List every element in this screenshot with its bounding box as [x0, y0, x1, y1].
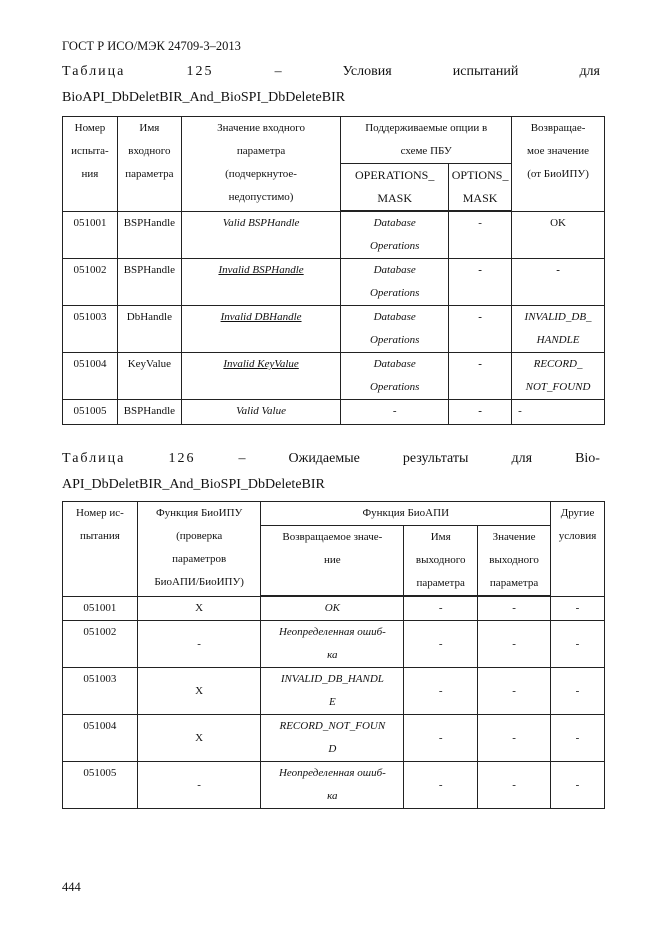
table126-caption-line2: API_DbDeletBIR_And_BioSPI_DbDeleteBIR	[62, 477, 325, 492]
caption-word: –	[274, 64, 282, 79]
header-supported-options: Поддерживаемые опции в схеме ПБУ	[341, 117, 512, 164]
cell-value: Invalid BSPHandle	[181, 259, 340, 306]
table125-caption-line2: BioAPI_DbDeletBIR_And_BioSPI_DbDeleteBIR	[62, 90, 346, 105]
header-api-function: Функция БиоАПИ	[261, 502, 551, 526]
cell-number: 051005	[63, 400, 118, 425]
table-header-row	[63, 117, 605, 164]
cell-value: Invalid DBHandle	[181, 306, 340, 353]
cell-other: -	[551, 668, 605, 715]
header-param-name: Имя входного параметра	[117, 117, 181, 212]
cell-return: Неопределенная ошиб- ка	[261, 762, 404, 809]
caption-word: для	[511, 451, 533, 466]
document-header: ГОСТ Р ИСО/МЭК 24709-3–2013	[62, 39, 241, 53]
table-125	[62, 116, 605, 425]
table-row	[63, 306, 605, 353]
cell-out-value: -	[478, 596, 551, 621]
cell-other: -	[551, 715, 605, 762]
cell-param: BSPHandle	[117, 259, 181, 306]
cell-return: OK	[261, 596, 404, 621]
cell-opt-mask: -	[449, 353, 512, 400]
cell-param: BSPHandle	[117, 211, 181, 259]
table-row	[63, 353, 605, 400]
table-126	[62, 501, 605, 809]
cell-opt-mask: -	[449, 259, 512, 306]
cell-bsp: X	[137, 596, 261, 621]
caption-word: Bio-	[575, 451, 600, 466]
caption-word: Таблица	[62, 64, 126, 79]
cell-opt-mask: -	[449, 400, 512, 425]
cell-bsp: -	[137, 621, 261, 668]
header-input-value: Значение входного параметра (подчеркнутое- недопустимо)	[181, 117, 340, 212]
cell-param: KeyValue	[117, 353, 181, 400]
cell-op-mask: Database Operations	[341, 353, 449, 400]
cell-value: Valid BSPHandle	[181, 211, 340, 259]
cell-number: 051002	[63, 621, 138, 668]
cell-other: -	[551, 621, 605, 668]
cell-returned: -	[512, 400, 605, 425]
cell-op-mask: Database Operations	[341, 306, 449, 353]
cell-number: 051004	[63, 353, 118, 400]
caption-word: Таблица	[62, 451, 126, 466]
table-row	[63, 715, 605, 762]
cell-param: DbHandle	[117, 306, 181, 353]
cell-number: 051002	[63, 259, 118, 306]
cell-out-name: -	[404, 668, 478, 715]
cell-return: Неопределенная ошиб- ка	[261, 621, 404, 668]
header-return-value: Возвращаемое значе- ние	[261, 526, 404, 597]
caption-word: результаты	[402, 451, 469, 466]
caption-word: Условия	[342, 64, 392, 79]
cell-number: 051004	[63, 715, 138, 762]
header-output-name: Имя выходного параметра	[404, 526, 478, 597]
cell-returned: -	[512, 259, 605, 306]
caption-word: для	[579, 64, 600, 79]
header-operations-mask: OPERATIONS_ MASK	[341, 164, 449, 212]
cell-param: BSPHandle	[117, 400, 181, 425]
table-row	[63, 596, 605, 621]
cell-returned: OK	[512, 211, 605, 259]
header-number: Номер испыта- ния	[63, 117, 118, 212]
cell-number: 051001	[63, 211, 118, 259]
header-bsp-function: Функция БиоИПУ (проверка параметров БиоАПИ/БиоИПУ)	[137, 502, 261, 597]
table-header-row	[63, 502, 605, 526]
page-number: 444	[62, 880, 81, 894]
header-output-value: Значение выходного параметра	[478, 526, 551, 597]
table126-caption-line1	[62, 451, 600, 467]
cell-other: -	[551, 596, 605, 621]
cell-out-value: -	[478, 668, 551, 715]
cell-out-name: -	[404, 762, 478, 809]
table-row	[63, 762, 605, 809]
cell-out-name: -	[404, 715, 478, 762]
cell-out-name: -	[404, 596, 478, 621]
cell-op-mask: Database Operations	[341, 259, 449, 306]
header-number: Номер ис- пытания	[63, 502, 138, 597]
cell-out-value: -	[478, 715, 551, 762]
cell-opt-mask: -	[449, 306, 512, 353]
cell-number: 051003	[63, 306, 118, 353]
cell-number: 051001	[63, 596, 138, 621]
caption-word: испытаний	[452, 64, 519, 79]
cell-returned: INVALID_DB_ HANDLE	[512, 306, 605, 353]
table-row	[63, 621, 605, 668]
table-row	[63, 400, 605, 425]
cell-other: -	[551, 762, 605, 809]
cell-value: Valid Value	[181, 400, 340, 425]
cell-op-mask: Database Operations	[341, 211, 449, 259]
caption-word: 126	[168, 451, 196, 466]
caption-word: 125	[186, 64, 214, 79]
cell-return: INVALID_DB_HANDL E	[261, 668, 404, 715]
cell-number: 051005	[63, 762, 138, 809]
cell-number: 051003	[63, 668, 138, 715]
cell-opt-mask: -	[449, 211, 512, 259]
cell-return: RECORD_NOT_FOUN D	[261, 715, 404, 762]
header-other-conditions: Другие условия	[551, 502, 605, 597]
cell-out-value: -	[478, 621, 551, 668]
table-row	[63, 668, 605, 715]
cell-bsp: X	[137, 668, 261, 715]
table-row	[63, 259, 605, 306]
cell-bsp: -	[137, 762, 261, 809]
cell-returned: RECORD_ NOT_FOUND	[512, 353, 605, 400]
header-returned-value: Возвращае- мое значение (от БиоИПУ)	[512, 117, 605, 212]
header-options-mask: OPTIONS_ MASK	[449, 164, 512, 212]
cell-op-mask: -	[341, 400, 449, 425]
table-row	[63, 211, 605, 259]
cell-bsp: X	[137, 715, 261, 762]
cell-out-name: -	[404, 621, 478, 668]
table125-caption-line1	[62, 64, 600, 80]
cell-out-value: -	[478, 762, 551, 809]
cell-value: Invalid KeyValue	[181, 353, 340, 400]
caption-word: –	[238, 451, 246, 466]
caption-word: Ожидаемые	[288, 451, 360, 466]
